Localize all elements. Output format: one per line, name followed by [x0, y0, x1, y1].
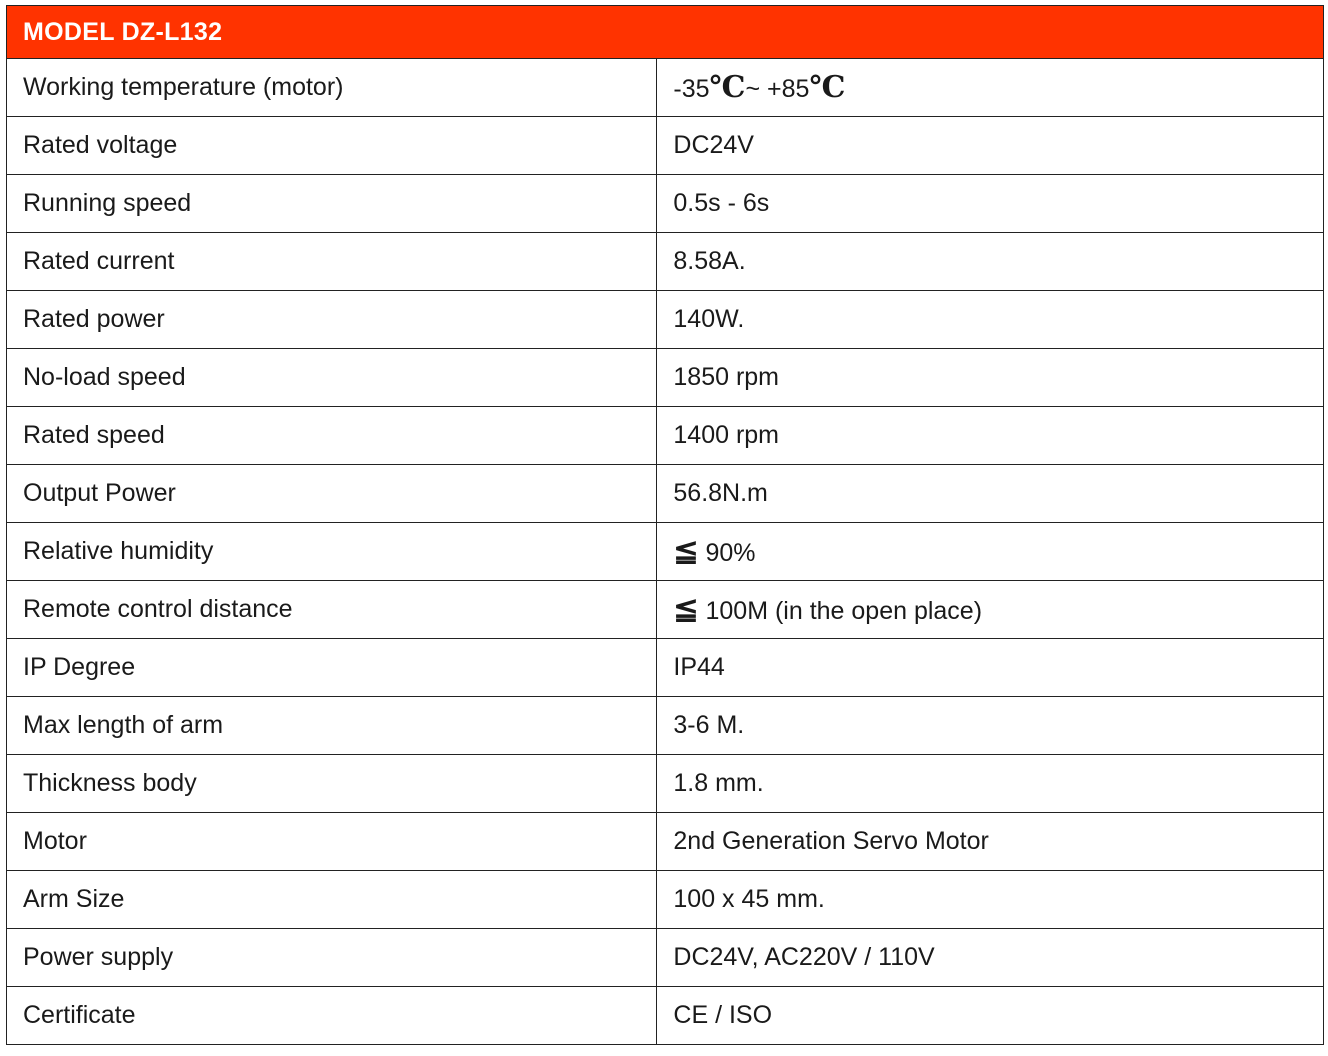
spec-label: Rated voltage: [7, 117, 657, 175]
spec-label: No-load speed: [7, 349, 657, 407]
spec-label: Power supply: [7, 929, 657, 987]
spec-row-remote-control-distance: [7, 581, 1324, 639]
spec-row-relative-humidity: [7, 523, 1324, 581]
spec-value: 3-6 M.: [657, 697, 1324, 755]
table-header-row: [7, 6, 1324, 59]
spec-label: Working temperature (motor): [7, 59, 657, 117]
spec-row-rated-voltage: [7, 117, 1324, 175]
spec-value: 1.8 mm.: [657, 755, 1324, 813]
degree-celsius-symbol: ℃: [809, 70, 846, 105]
spec-label: Rated speed: [7, 407, 657, 465]
spec-row-working-temperature: [7, 59, 1324, 117]
spec-value: 56.8N.m: [657, 465, 1324, 523]
spec-value: DC24V: [657, 117, 1324, 175]
spec-label: Rated power: [7, 291, 657, 349]
spec-row-motor: [7, 813, 1324, 871]
spec-row-arm-size: [7, 871, 1324, 929]
spec-row-rated-power: [7, 291, 1324, 349]
spec-row-rated-current: [7, 233, 1324, 291]
spec-label: Thickness body: [7, 755, 657, 813]
spec-label: Relative humidity: [7, 523, 657, 581]
spec-label: Rated current: [7, 233, 657, 291]
spec-row-thickness-body: [7, 755, 1324, 813]
less-equal-symbol: ≦: [673, 534, 699, 569]
spec-label: Max length of arm: [7, 697, 657, 755]
spec-label: Motor: [7, 813, 657, 871]
spec-label: Running speed: [7, 175, 657, 233]
spec-value: 140W.: [657, 291, 1324, 349]
less-equal-symbol: ≦: [673, 592, 699, 627]
spec-label: Arm Size: [7, 871, 657, 929]
spec-row-running-speed: [7, 175, 1324, 233]
spec-row-rated-speed: [7, 407, 1324, 465]
spec-table: [6, 5, 1324, 1045]
spec-row-max-length-of-arm: [7, 697, 1324, 755]
spec-row-ip-degree: [7, 639, 1324, 697]
spec-value: ≦ 90%: [657, 523, 1324, 581]
spec-value: 1400 rpm: [657, 407, 1324, 465]
spec-label: Certificate: [7, 987, 657, 1045]
degree-celsius-symbol: ℃: [709, 70, 746, 105]
spec-value: CE / ISO: [657, 987, 1324, 1045]
spec-row-output-power: [7, 465, 1324, 523]
spec-value: 8.58A.: [657, 233, 1324, 291]
spec-label: Remote control distance: [7, 581, 657, 639]
spec-label: IP Degree: [7, 639, 657, 697]
model-title: MODEL DZ-L132: [7, 6, 1324, 59]
spec-row-power-supply: [7, 929, 1324, 987]
spec-label: Output Power: [7, 465, 657, 523]
spec-value: 0.5s - 6s: [657, 175, 1324, 233]
spec-value: DC24V, AC220V / 110V: [657, 929, 1324, 987]
spec-value: IP44: [657, 639, 1324, 697]
spec-value: 1850 rpm: [657, 349, 1324, 407]
spec-row-certificate: [7, 987, 1324, 1045]
spec-value: 100 x 45 mm.: [657, 871, 1324, 929]
spec-value: -35℃~ +85℃: [657, 59, 1324, 117]
spec-value: 2nd Generation Servo Motor: [657, 813, 1324, 871]
spec-row-no-load-speed: [7, 349, 1324, 407]
spec-value: ≦ 100M (in the open place): [657, 581, 1324, 639]
